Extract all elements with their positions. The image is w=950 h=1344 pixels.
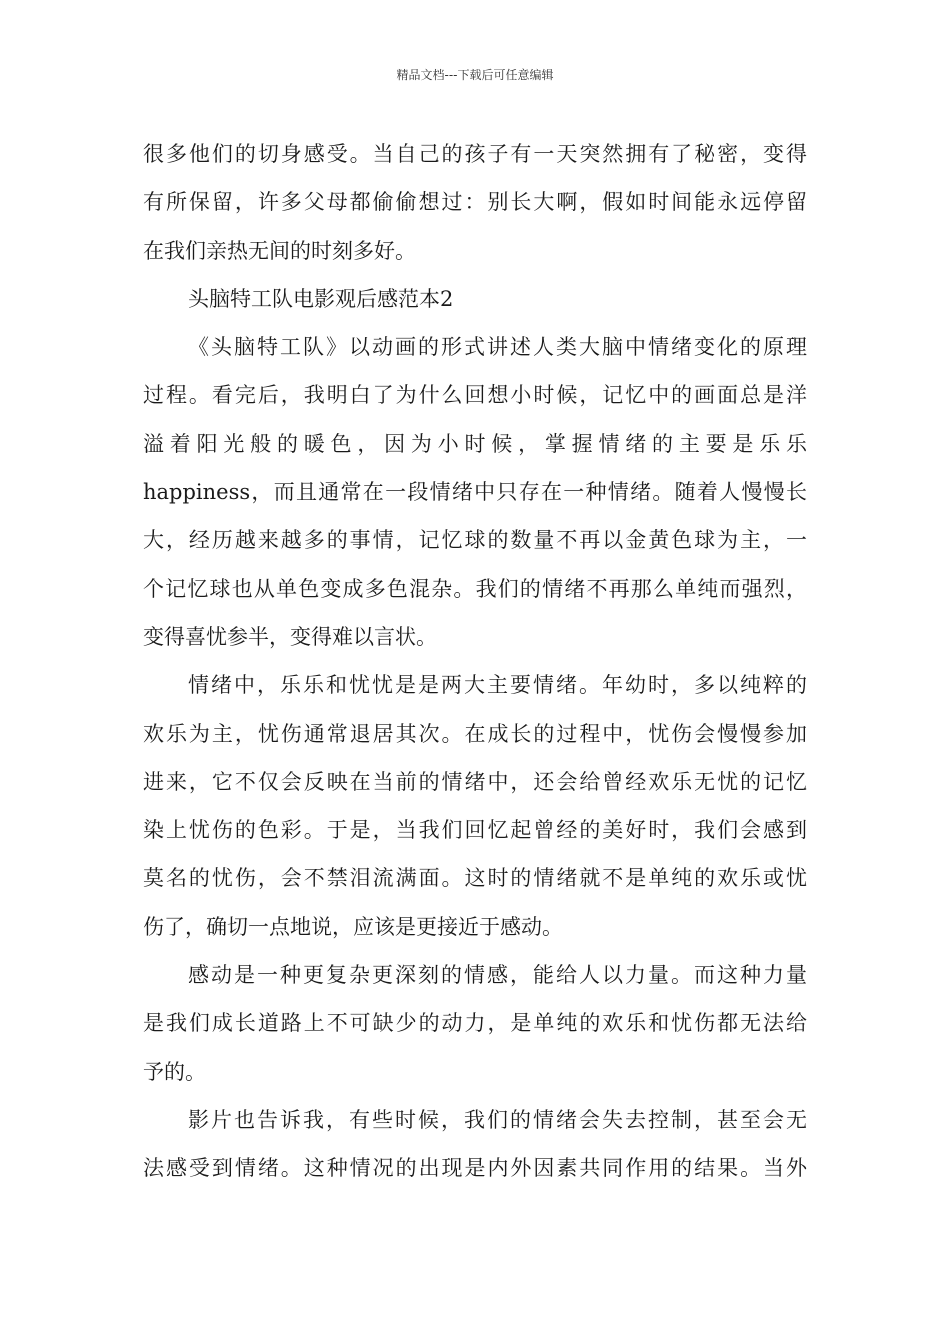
body-text [143,130,807,1193]
text-line: 有所保留，许多父母都偷偷想过：别长大啊，假如时间能永远停留 [143,190,807,215]
text-line: 影片也告诉我，有些时候，我们的情绪会失去控制，甚至会无 [188,1107,807,1132]
text-line: 《头脑特工队》以动画的形式讲述人类大脑中情绪变化的原理 [188,335,807,360]
text-line: 欢乐为主，忧伤通常退居其次。在成长的过程中，忧伤会慢慢参加 [143,721,807,746]
text-line: 大，经历越来越多的事情，记忆球的数量不再以金黄色球为主，一 [143,528,807,553]
text-line: 情绪中，乐乐和忧忧是是两大主要情绪。年幼时，多以纯粹的 [188,673,807,698]
text-line: 法感受到情绪。这种情况的出现是内外因素共同作用的结果。当外 [143,1156,807,1181]
text-line: 很多他们的切身感受。当自己的孩子有一天突然拥有了秘密，变得 [143,142,807,166]
text-line: 变得喜忧参半，变得难以言状。 [143,624,437,649]
text-line: 溢着阳光般的暖色，因为小时候，掌握情绪的主要是乐乐 [143,431,807,456]
text-line: 在我们亲热无间的时刻多好。 [143,238,416,263]
text-line: 伤了，确切一点地说，应该是更接近于感动。 [143,914,563,939]
text-line: 个记忆球也从单色变成多色混杂。我们的情绪不再那么单纯而强烈， [143,576,807,601]
text-line: 是我们成长道路上不可缺少的动力，是单纯的欢乐和忧伤都无法给 [143,1011,807,1036]
text-line: 莫名的忧伤，会不禁泪流满面。这时的情绪就不是单纯的欢乐或忧 [143,866,807,891]
text-line: 过程。看完后，我明白了为什么回想小时候，记忆中的画面总是洋 [143,383,807,408]
page-header: 精品文档---下载后可任意编辑 [396,68,554,82]
text-line: 予的。 [143,1059,206,1084]
text-line: 进来，它不仅会反映在当前的情绪中，还会给曾经欢乐无忧的记忆 [143,769,807,794]
text-line: 染上忧伤的色彩。于是，当我们回忆起曾经的美好时，我们会感到 [143,818,807,843]
text-line: happiness，而且通常在一段情绪中只存在一种情绪。随着人慢慢长 [143,480,807,505]
text-line: 头脑特工队电影观后感范本2 [188,286,454,311]
text-line: 感动是一种更复杂更深刻的情感，能给人以力量。而这种力量 [188,963,807,988]
